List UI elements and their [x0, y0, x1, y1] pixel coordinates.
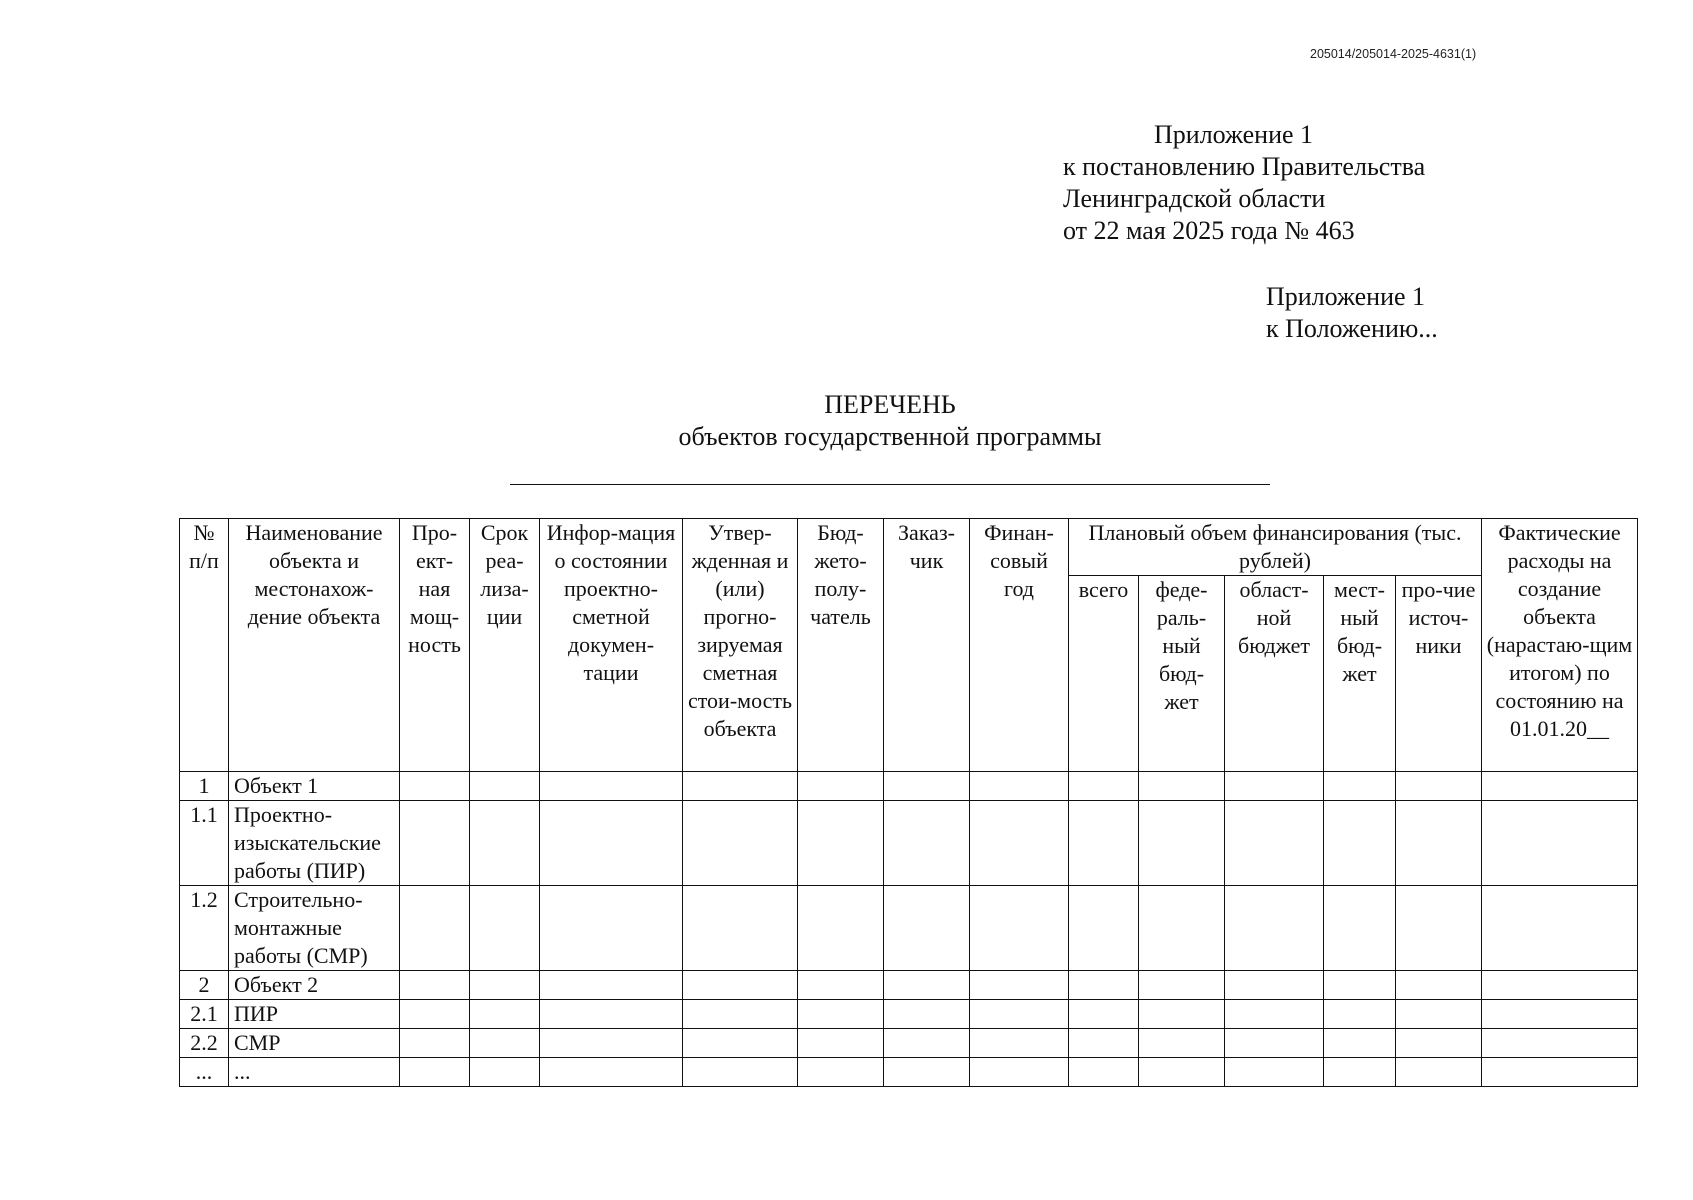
document-title — [500, 389, 1280, 453]
header-term: Срок реа-лиза-ции — [470, 519, 540, 772]
document-id: 205014/205014-2025-4631(1) — [1310, 47, 1477, 61]
header-recipient: Бюд-жето-полу-чатель — [798, 519, 884, 772]
row-num: 2.1 — [180, 1000, 229, 1029]
header-customer: Заказ-чик — [884, 519, 970, 772]
table-row — [180, 772, 1638, 801]
appendix-line-1: Приложение 1 — [1266, 282, 1426, 311]
header-actual-expenses: Фактические расходы на создание объекта (нарастаю-щим итогом) по состоянию на 01.01.20__ — [1482, 519, 1638, 772]
appendix-line-2: к Положению... — [1266, 314, 1438, 343]
row-name: Проектно-изыскательские работы (ПИР) — [229, 801, 400, 886]
row-num: 1 — [180, 772, 229, 801]
row-num: 1.1 — [180, 801, 229, 886]
table-row — [180, 1000, 1638, 1029]
table-row — [180, 1029, 1638, 1058]
approval-line-4: от 22 мая 2025 года № 463 — [1063, 216, 1355, 245]
header-cost: Утвер-жденная и (или) прогно-зируемая сметная стои-мость объекта — [683, 519, 798, 772]
appendix-block — [1266, 281, 1438, 345]
table-row — [180, 886, 1638, 971]
header-other: про-чие источ-ники — [1396, 576, 1482, 772]
table-row — [180, 971, 1638, 1000]
header-local: мест-ный бюд-жет — [1324, 576, 1396, 772]
header-num: № п/п — [180, 519, 229, 772]
header-info: Инфор-мация о состоянии проектно-сметной докумен-тации — [540, 519, 683, 772]
row-name: СМР — [229, 1029, 400, 1058]
header-total: всего — [1069, 576, 1139, 772]
approval-line-3: Ленинградской области — [1063, 184, 1326, 213]
row-num: 2 — [180, 971, 229, 1000]
row-name: ... — [229, 1058, 400, 1087]
title-subtitle: объектов государственной программы — [678, 422, 1102, 451]
header-year: Финан-совый год — [970, 519, 1069, 772]
table-row — [180, 1058, 1638, 1087]
row-name: Строительно-монтажные работы (СМР) — [229, 886, 400, 971]
approval-block — [1063, 119, 1426, 247]
header-capacity: Про-ект-ная мощ-ность — [400, 519, 470, 772]
row-num: 2.2 — [180, 1029, 229, 1058]
title-main: ПЕРЕЧЕНЬ — [824, 390, 956, 419]
row-name: ПИР — [229, 1000, 400, 1029]
row-num: ... — [180, 1058, 229, 1087]
table-row — [180, 801, 1638, 886]
approval-line-1: Приложение 1 — [1154, 120, 1314, 149]
header-name: Наименование объекта и местонахож-дение объекта — [229, 519, 400, 772]
title-underline — [510, 484, 1270, 485]
header-regional: област-ной бюджет — [1225, 576, 1324, 772]
objects-table — [179, 518, 1638, 1087]
row-name: Объект 1 — [229, 772, 400, 801]
header-federal: феде-раль-ный бюд-жет — [1139, 576, 1225, 772]
header-planned-funding: Плановый объем финансирования (тыс. рублей) — [1069, 519, 1482, 576]
row-num: 1.2 — [180, 886, 229, 971]
approval-line-2: к постановлению Правительства — [1063, 152, 1426, 181]
row-name: Объект 2 — [229, 971, 400, 1000]
